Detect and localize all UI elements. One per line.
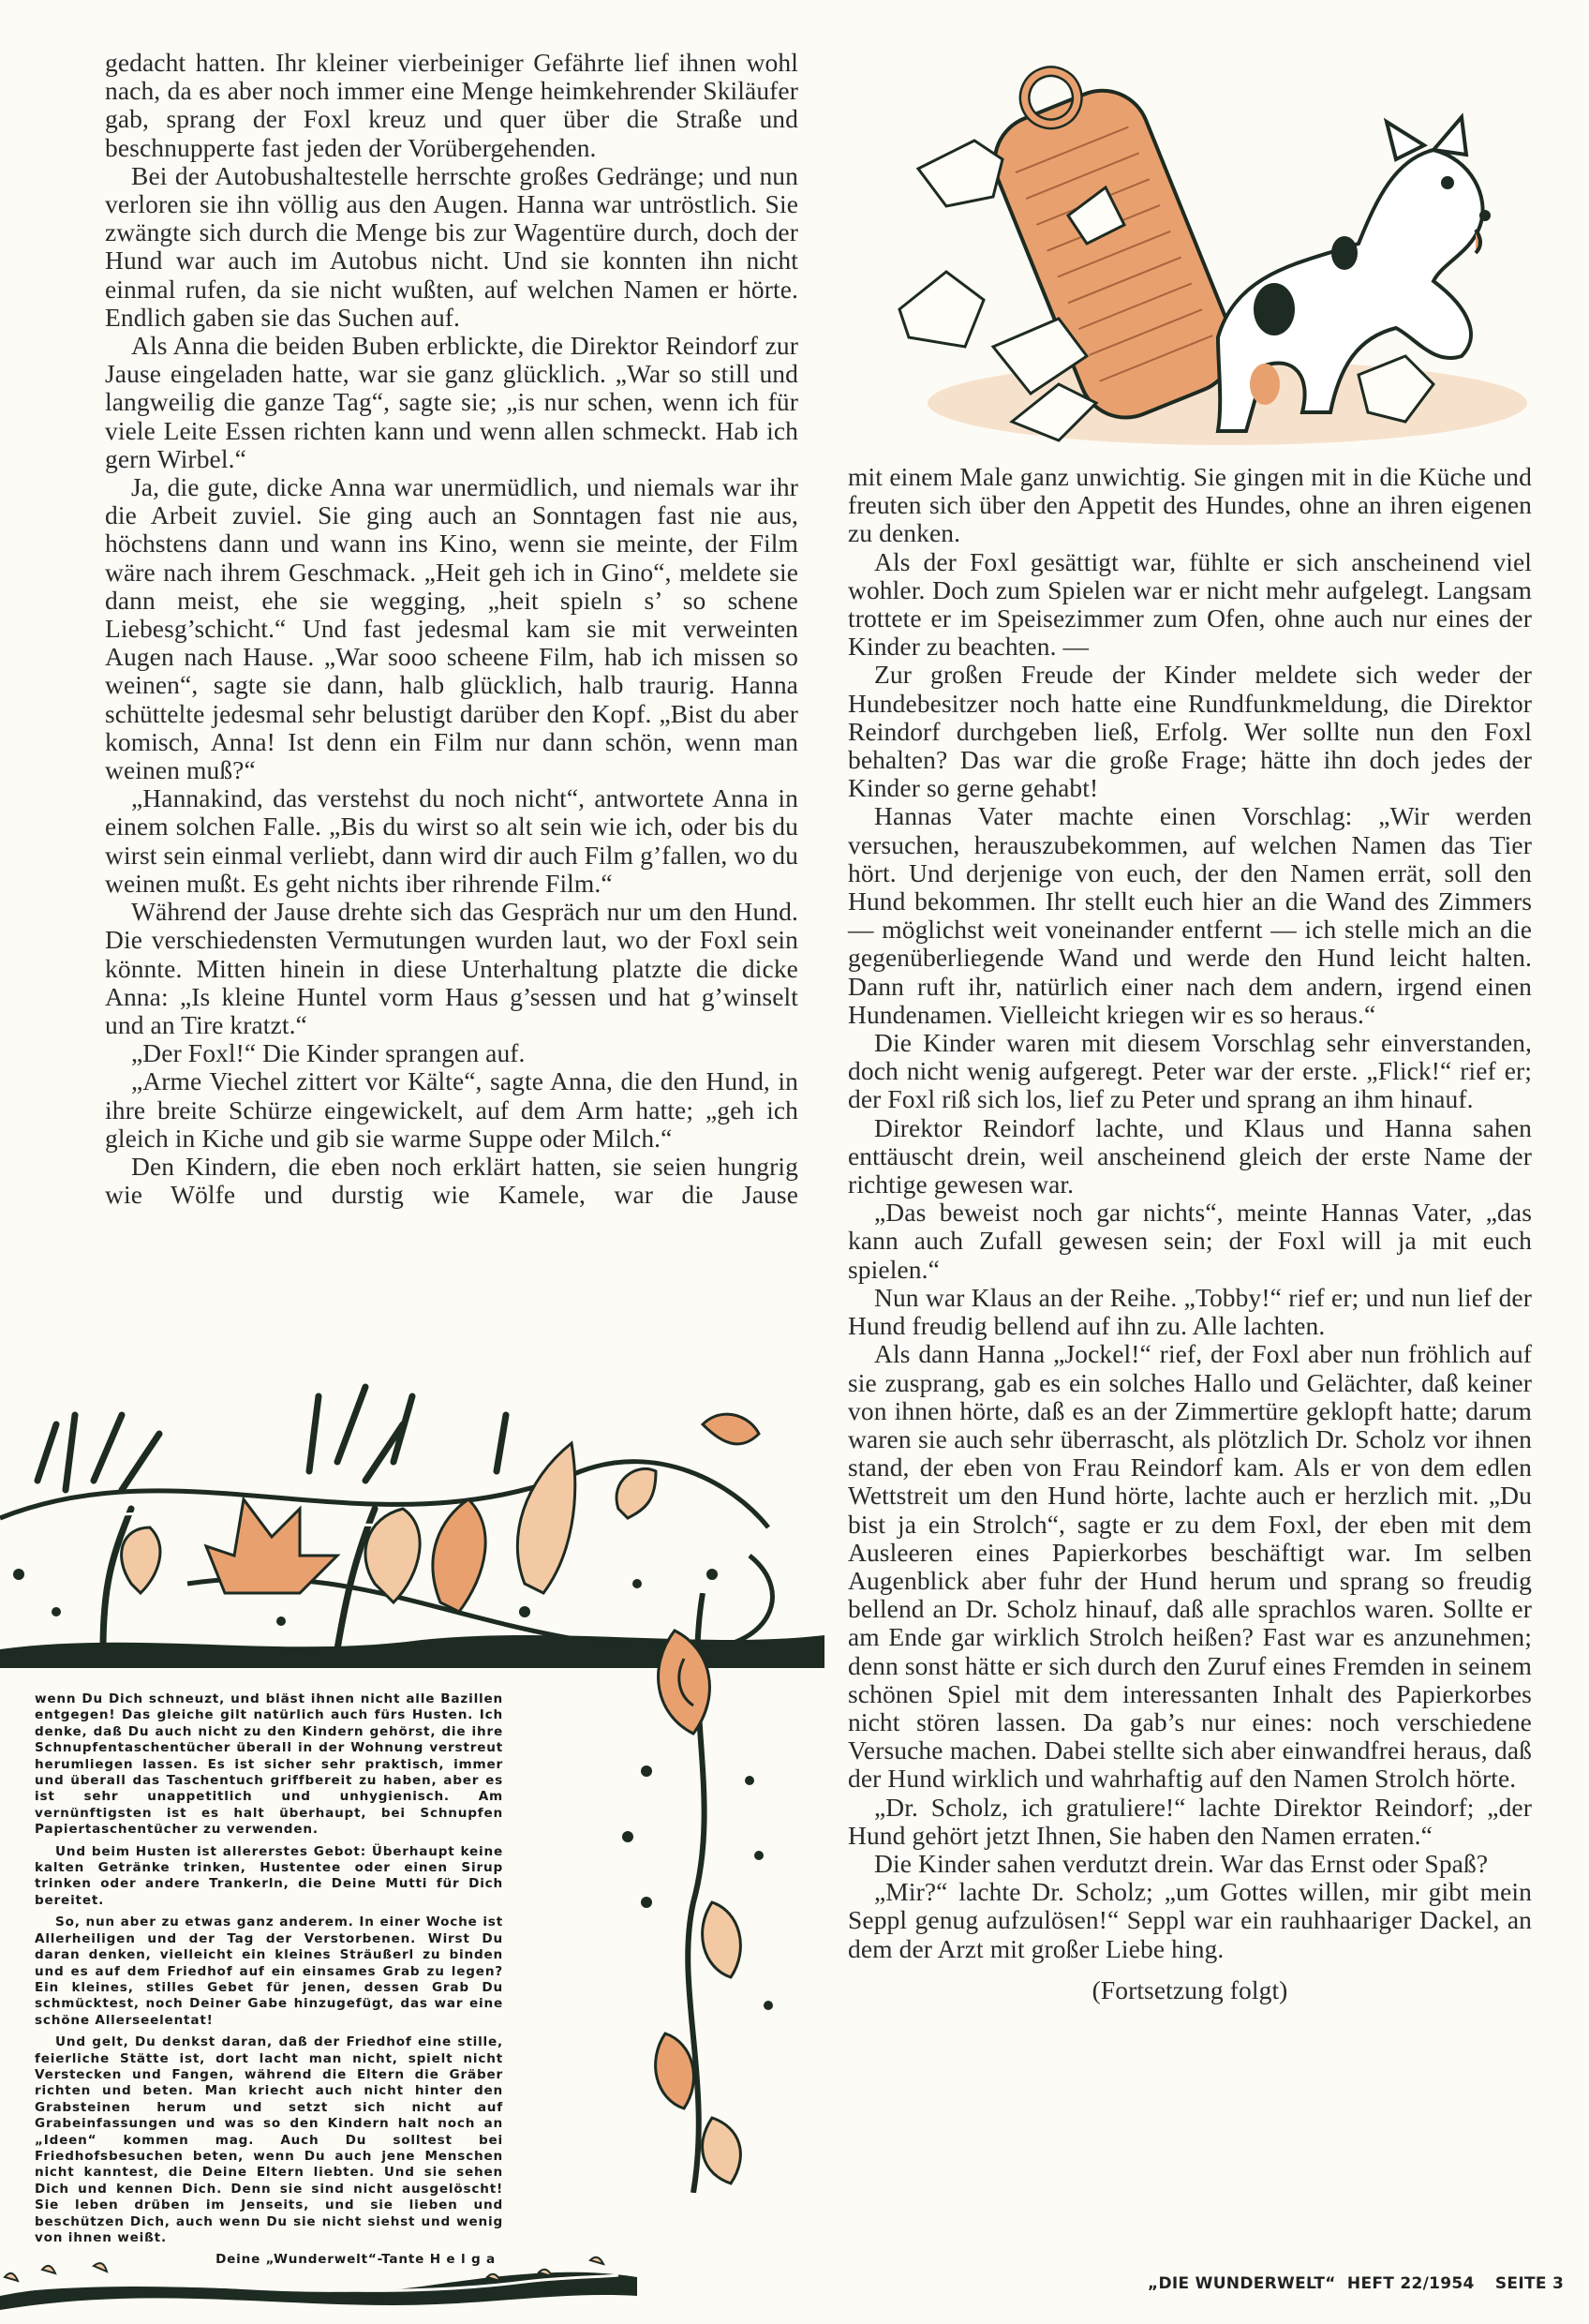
letter-paragraph: Und gelt, Du denkst daran, daß der Friedhof eine stille, feierliche Stätte ist, dort lacht man nicht, spielt nicht Verstecken und Fangen, während die Eltern die Gräber richten und beten. Man kriecht auch nicht hinter den Grabsteinen herum und setzt sich nicht auf Grabeinfassungen und was so den Kindern halt noch an „Ideen“ kommen mag. Auch Du solltest bei Friedhofsbesuchen beten, wenn Du auch jene Menschen nicht kanntest, die Deine Eltern liebten. Und sie sehen Dich und kennen Dich. Denn sie sind nicht ausgelöscht! Sie leben drüben im Jenseits, und sie lieben und beschützen Dich, auch wenn Du sie nicht siehst und wenig von ihnen weißt. xyxy=(35,2034,503,2245)
paragraph: „Mir?“ lachte Dr. Scholz; „um Gottes willen, mir gibt mein Seppl genug aufzulösen!“ Seppl war ein rauhhaariger Dackel, an dem der Arzt mit großer Liebe hing. xyxy=(848,1877,1532,1963)
dog-and-wastebasket-illustration xyxy=(871,28,1555,450)
letter-column xyxy=(35,1691,503,2274)
paragraph: Die Kinder waren mit diesem Vorschlag sehr einverstanden, doch nicht wenig aufgeregt. Peter war der erste. „Flick!“ rief er; der Foxl riß sich los, lief zu Peter und sprang an ihm hinauf. xyxy=(848,1028,1532,1114)
paragraph: Direktor Reindorf lachte, und Klaus und Hanna sahen enttäuscht drein, weil anscheinend gleich der erste Name der richtige gewesen war. xyxy=(848,1112,1532,1199)
letter-paragraph: So, nun aber zu etwas ganz anderem. In einer Woche ist Allerheiligen und der Tag der Verstorbenen. Wirst Du daran denken, vielleicht ein kleines Sträußerl zu binden und es auf dem Friedhof auf ein einsames Grab zu legen? Ein kleines, stilles Gebet für jenen, dessen Grab Du schmücktest, noch Deiner Gabe hinzugefügt, das war eine schöne Allerseelentat! xyxy=(35,1914,503,2028)
wastebasket xyxy=(967,43,1247,431)
page-footer xyxy=(1148,2274,1569,2293)
letter-signature: Deine „Wunderwelt“-Tante H e l g a xyxy=(215,2252,496,2268)
story-column-left xyxy=(105,49,798,1209)
paragraph: gedacht hatten. Ihr kleiner vierbeiniger Gefährte lief ihnen wohl nach, da es aber noch immer eine Menge heimkehrender Skiläufer gab, sprang der Foxl kreuz und quer über die Straße und beschnupperte fast jeden der Vorübergehenden. xyxy=(105,48,798,162)
paragraph: Während der Jause drehte sich das Gespräch nur um den Hund. Die verschiedensten Vermutungen wurden laut, wo der Foxl sein könnte. Mitten hinein in diese Unterhaltung platzte die dicke Anna: „Is kleine Huntel vorm Haus g’sessen und hat g’winselt und an Tire kratzt.“ xyxy=(105,897,798,1039)
paragraph: „Das beweist noch gar nichts“, meinte Hannas Vater, „das kann auch Zufall gewesen sein; der Foxl will ja mit euch spielen.“ xyxy=(848,1198,1532,1284)
page-number: SEITE 3 xyxy=(1494,2274,1565,2293)
paragraph: Als der Foxl gesättigt war, fühlte er sich anscheinend viel wohler. Doch zum Spielen war er nicht mehr aufgelegt. Langsam trottete er im Speisezimmer zum Ofen, ohne auch nur eines der Kinder zu beachten. — xyxy=(848,546,1532,662)
paragraph: Zur großen Freude der Kinder meldete sich weder der Hundebesitzer noch hatte eine Rundfunkmeldung, die Direktor Reindorf durchgeben ließ, Erfolg. Wer sollte nun den Foxl behalten? Das war die große Frage; hätte ihn doch jedes der Kinder so gerne gehabt! xyxy=(848,660,1532,803)
letter-paragraph: Und beim Husten ist allererstes Gebot: Überhaupt keine kalten Getränke trinken, Hustentee oder einen Sirup trinken oder andere Trankerln, die Deine Mutti für Dich bereitet. xyxy=(35,1843,503,1908)
issue-number: HEFT 22/1954 xyxy=(1346,2274,1475,2293)
paragraph: Als dann Hanna „Jockel!“ rief, der Foxl aber nun fröhlich auf sie zusprang, gab es ein solches Hallo und Gelächter, daß keiner von ihnen hörte, daß es an der Zimmertüre geklopft hatte; darum waren sie auch sehr überrascht, als plötzlich Dr. Scholz vor ihnen stand, der eben von Frau Reindorf kam. Als er von dem edlen Wettstreit um den Hund hörte, lachte auch er herzlich mit. „Du bist ja ein Strolch“, sagte er zu dem Foxl, der eben mit dem Ausleeren eines Papierkorbes beschäftigt war. Im selben Augenblick aber fuhr der Hund herum und sprang so freudig bellend an Dr. Scholz hinauf, daß alle sprachlos waren. Sollte er am Ende gar wirklich Strolch heißen? Fast war es anzunehmen; denn sonst hätte er sich durch den Zuruf eines Fremden in seinem schönen Spiel mit dem interessanten Inhalt des Papierkorbes nicht stören lassen. Da gab’s nur eines: noch verschiedene Versuche machen. Dabei stellte sich aber einwandfrei heraus, daß der Hund wirklich und wahrhaftig auf den Namen Strolch hörte. xyxy=(848,1339,1532,1794)
hanging-leaves-border-illustration xyxy=(562,1593,815,2193)
paragraph: Hannas Vater machte einen Vorschlag: „Wir werden versuchen, herauszubekommen, auf welchen Namen das Tier hört. Und derjenige von euch, der den Namen errät, soll den Hund bekommen. Ihr stellt euch hier an die Wand des Zimmers — möglichst weit voneinander entfernt — ich stelle mich an die gegenüberliegende Wand und werde den Hund leicht halten. Dann ruft ihr, natürlich einer nach dem andern, irgend einen Hundenamen. Vielleicht kriegen wir es so heraus.“ xyxy=(848,801,1532,1029)
paragraph: Bei der Autobushaltestelle herrschte großes Gedränge; und nun verloren sie ihn völlig aus den Augen. Hanna war untröstlich. Sie zwängte sich durch die Menge bis zur Wagentüre durch, doch der Hund war auch im Autobus nicht. Und sie konnten ihn nicht einmal rufen, da sie nicht wußten, auf welchen Namen er hörte. Endlich gaben sie das Suchen auf. xyxy=(105,160,798,332)
paragraph: Als Anna die beiden Buben erblickte, die Direktor Reindorf zur Jause eingeladen hatte, war sie ganz glücklich. „War so still und langweilig die ganze Tag“, sagte sie; „is nur schen, wenn ich für viele Leite Essen richten kann und wenn allen schmeckt. Hab ich gern Wirbel.“ xyxy=(105,331,798,473)
story-column-right xyxy=(848,463,1532,2004)
paragraph: „Der Foxl!“ Die Kinder sprangen auf. xyxy=(131,1038,526,1068)
paragraph: Den Kindern, die eben noch erklärt hatten, sie seien hungrig wie Wölfe und durstig wie Kamele, war die Jause xyxy=(105,1151,798,1210)
paragraph: „Dr. Scholz, ich gratuliere!“ lachte Direktor Reindorf; „der Hund gehört jetzt Ihnen, Sie haben den Namen erraten.“ xyxy=(848,1792,1532,1850)
vine-border-illustration xyxy=(0,2249,637,2315)
paragraph: Die Kinder sahen verdutzt drein. War das Ernst oder Spaß? xyxy=(874,1848,1489,1878)
paragraph: „Hannakind, das verstehst du noch nicht“, antwortete Anna in einem solchen Falle. „Bis du wirst so alt sein wie ich, oder bis du wirst sein einmal verliebt, dann wird dir auch Film g’fallen, wo du weinen mußt. Es geht nichts iber rihrende Film.“ xyxy=(105,783,798,898)
paragraph: Nun war Klaus an der Reihe. „Tobby!“ rief er; und nun lief der Hund freudig bellend auf ihn zu. Alle lachten. xyxy=(848,1282,1532,1341)
letter-paragraph: wenn Du Dich schneuzt, und bläst ihnen nicht alle Bazillen entgegen! Das gleiche gilt natürlich auch fürs Husten. Ich denke, daß Du auch nicht zu den Kindern gehörst, die ihre Schnupfentaschentücher überall in der Wohnung verstreut herumliegen lassen. Es ist sicher sehr praktisch, immer und überall das Taschentuch griffbereit zu haben, aber es ist sehr unappetitlich und unhygienisch. Am vernünftigsten ist es halt überhaupt, bei Schnupfen Papiertaschentücher zu verwenden. xyxy=(35,1691,503,1838)
continuation-note: (Fortsetzung folgt) xyxy=(1092,1974,1288,2004)
paragraph: „Arme Viechel zittert vor Kälte“, sagte Anna, die den Hund, in ihre breite Schürze eingewickelt, auf dem Arm hatte; „geh ich gleich in Kiche und gib sie warme Suppe oder Milch.“ xyxy=(105,1066,798,1153)
paragraph: Ja, die gute, dicke Anna war unermüdlich, und niemals war ihr die Arbeit zuviel. Sie ging auch an Sonntagen fast nie aus, höchstens dann und wann ins Kino, wenn sie meinte, der Film wäre nach ihrem Geschmack. „Heit geh ich in Gino“, meldete sie dann meist, ehe sie wegging, „heit spieln s’ so schene Liebesg’schicht.“ Und fast jedesmal kam sie mit verweinten Augen nach Hause. „War sooo scheene Film, hab ich missen so weinen“, sagte sie dann, halb glücklich, halb traurig. Hanna schüttelte jedesmal sehr belustigt darüber den Kopf. „Bist du aber komisch, Anna! Ist denn ein Film nur dann schön, wenn man weinen muß?“ xyxy=(105,472,798,785)
magazine-title: „DIE WUNDERWELT“ xyxy=(1148,2274,1336,2293)
paragraph: mit einem Male ganz unwichtig. Sie gingen mit in die Küche und freuten sich über den Appetit des Hundes, ohne an ihren eigenen zu denken. xyxy=(848,462,1532,548)
dark-grass xyxy=(37,1387,506,1649)
